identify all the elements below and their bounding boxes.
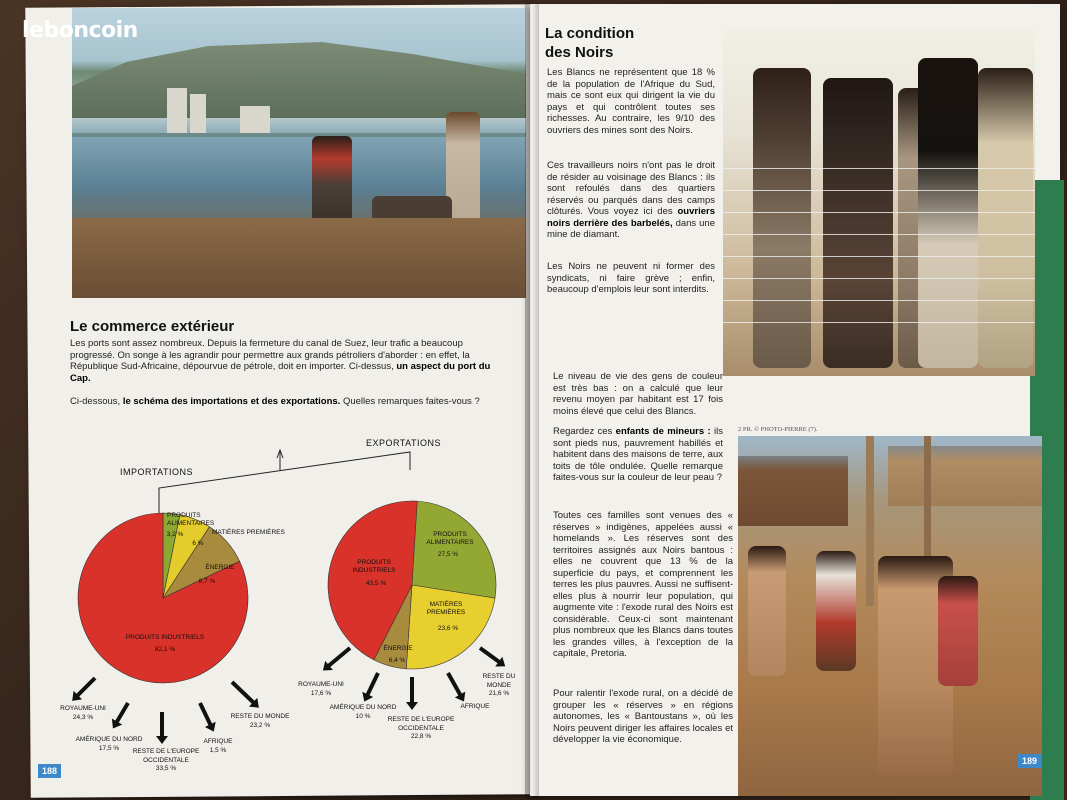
flow-arrow	[480, 648, 502, 664]
section-title-commerce: Le commerce extérieur	[70, 318, 235, 335]
import-slice-label: MATIÈRES PREMIÈRES	[212, 529, 285, 536]
miners-behind-barbed-wire-photo	[723, 28, 1035, 376]
export-destination-label: RESTE DE L'EUROPE OCCIDENTALE 22,8 %	[387, 716, 455, 740]
barbed-wire	[723, 168, 1035, 169]
flow-arrow	[366, 673, 378, 698]
wooden-pole	[866, 436, 874, 606]
export-slice-label: MATIÈRES PREMIÈRES	[426, 601, 466, 616]
watermark-logo: leboncoin	[22, 18, 138, 43]
flow-arrowhead	[406, 702, 418, 710]
importations-label: IMPORTATIONS	[120, 467, 194, 477]
flow-arrow	[448, 673, 462, 698]
noirs-paragraph-3: Les Noirs ne peuvent ni former des syndicats, ni faire grève ; enfin, beaucoup d'emplois leur sont interdits.	[547, 261, 715, 295]
import-slice-value: 6 %	[192, 540, 204, 547]
noirs-paragraph-4: Le niveau de vie des gens de couleur est très bas : on a calculé que leur revenu moyen par habitant est 17 fois moins élevé que celui des Blancs.	[553, 371, 723, 417]
hut	[888, 446, 1042, 506]
flow-arrow	[232, 682, 256, 705]
diagram-intro-paragraph: Ci-dessous, le schéma des importations et des exportations. Quelles remarques faites-vous ?	[70, 396, 480, 407]
import-slice-label: PRODUITS INDUSTRIELS	[125, 634, 205, 641]
noirs-paragraph-5: Regardez ces enfants de mineurs : ils sont pieds nus, pauvrement habillés et habitent dans des maisons de terre, aux toits de tôle ondulée. Quelle remarque faites-vous sur la couleur de leur peau ?	[553, 426, 723, 483]
import-slice-label: ÉNERGIE	[205, 564, 235, 571]
export-slice-value: 43,5 %	[365, 580, 387, 587]
export-slice-label: PRODUITS ALIMENTAIRES	[426, 531, 474, 546]
miner-figure	[753, 68, 811, 368]
export-destination-label: AFRIQUE	[460, 703, 490, 710]
noirs-paragraph-6: Toutes ces familles sont venues des « réserves » indigènes, appelées aussi « homelands ». Les réserves sont des territoires assignés aux Noirs bantous : elles ne couvrent que 13 % de la superficie du pays, et comprennent les terres les plus pauvres. Aussi ne suffisent-elles plus à nourrir leur population, qui augmente vite : l'exode rural des Noirs est considérable. Ceux-ci sont maintenant plus nombreux que les Blancs dans toutes les grandes villes, à l'exception de la capitale, Pretoria.	[553, 510, 733, 659]
import-origin-label: RESTE DU MONDE 23,2 %	[230, 713, 290, 729]
noirs-paragraph-2: Ces travailleurs noirs n'ont pas le droit de résider au voisinage des Blancs : ils sont refoulés dans des quartiers réservés ou parqués dans des camps clôturés. Vous voyez ici des ouvriers noirs derrière des barbelés, dans une mine de diamant.	[547, 160, 715, 240]
export-destination-label: ROYAUME-UNI 17,6 %	[298, 681, 344, 697]
export-slice-value: 23,6 %	[437, 625, 459, 632]
import-slice-value: 8,7 %	[198, 578, 216, 585]
miner-figure	[978, 68, 1033, 368]
export-destination-label: RESTE DU MONDE 21,6 %	[482, 673, 516, 697]
page-number-left: 188	[38, 764, 61, 778]
barbed-wire	[723, 300, 1035, 301]
import-slice-value: 82,1 %	[154, 646, 176, 653]
export-destination-label: AMÉRIQUE DU NORD 10 %	[329, 704, 397, 720]
import-origin-label: AFRIQUE 1,5 %	[203, 738, 233, 754]
book-gutter	[525, 4, 539, 796]
import-origin-label: RESTE DE L'EUROPE OCCIDENTALE 33,5 %	[132, 748, 200, 772]
barbed-wire	[723, 322, 1035, 323]
barbed-wire	[723, 190, 1035, 191]
section-title-noirs: La condition des Noirs	[545, 25, 635, 61]
import-slice-label: PRODUITS ALIMENTAIRES	[167, 512, 215, 527]
import-origin-label: AMÉRIQUE DU NORD 17,5 %	[75, 736, 143, 752]
diagram-connector	[159, 452, 410, 514]
export-slice-value: 27,5 %	[437, 551, 459, 558]
export-slice-label: PRODUITS INDUSTRIELS	[352, 559, 396, 574]
child-figure	[816, 551, 856, 671]
miners-children-village-photo	[738, 436, 1042, 796]
miner-figure	[823, 78, 893, 368]
noirs-paragraph-1: Les Blancs ne représentent que 18 % de la population de l'Afrique du Sud, mais ce sont eux qui dirigent la vie du pays et qui contrôlent toutes ses richesses. Au contraire, les 9/10 des ouvriers des mines sont des Noirs.	[547, 67, 715, 136]
child-figure	[748, 546, 786, 676]
commerce-paragraph: Les ports sont assez nombreux. Depuis la fermeture du canal de Suez, leur trafic a beaucoup progressé. On songe à les agrandir pour permettre aux grands pétroliers d'aborder : en effet, la République Sud-Africaine, dépourvue de pétrole, doit en importer. Ci-dessus, un aspect du port du Cap.	[70, 338, 491, 384]
page-number-right: 189	[1018, 754, 1041, 768]
exportations-label: EXPORTATIONS	[366, 438, 442, 448]
flow-arrow	[75, 678, 95, 698]
flow-arrow	[200, 703, 212, 728]
flow-arrow	[326, 648, 350, 668]
export-slice-value: 6,4 %	[388, 657, 406, 664]
export-slice-label: ÉNERGIE	[383, 645, 413, 652]
flow-arrowhead	[156, 736, 168, 744]
barbed-wire	[723, 212, 1035, 213]
photo-credit: 2 PR. © PHOTO-PIERRE (7).	[738, 426, 818, 433]
barbed-wire	[723, 234, 1035, 235]
child-figure	[938, 576, 978, 686]
barbed-wire	[723, 256, 1035, 257]
hut	[738, 456, 848, 526]
import-slice-value: 3,2 %	[166, 531, 184, 538]
noirs-paragraph-7: Pour ralentir l'exode rural, on a décidé de grouper les « réserves » en régions autonomes, les « Bantoustans », où les Noirs peuvent diriger les affaires locales et développer la vie économique.	[553, 688, 733, 745]
import-origin-label: ROYAUME-UNI 24,3 %	[60, 705, 106, 721]
export-slice-0	[412, 501, 496, 598]
exports-pie-chart	[328, 501, 496, 669]
barbed-wire	[723, 278, 1035, 279]
